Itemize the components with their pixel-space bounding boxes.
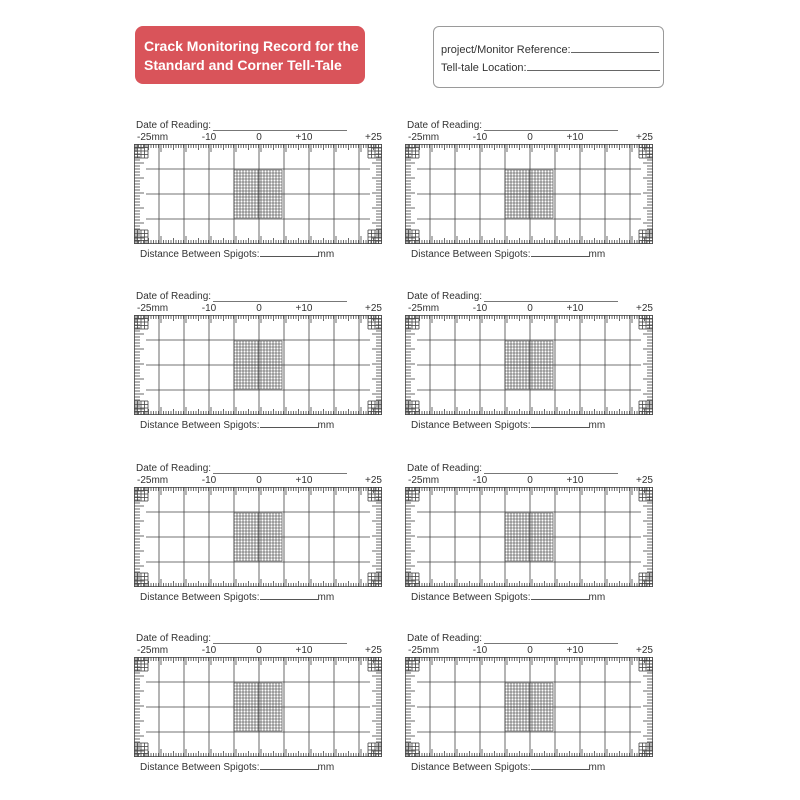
scale-label: -10 [201,475,217,486]
scale-label: -25mm [137,645,169,656]
distance-between-spigots-row [411,418,605,431]
distance-field[interactable] [531,418,589,428]
date-of-reading-label: Date of Reading: [136,291,212,302]
scale-label: +25 [365,132,382,143]
distance-between-spigots-label: Distance Between Spigots: [140,762,260,773]
date-of-reading-label: Date of Reading: [407,120,483,131]
distance-between-spigots-row [140,590,334,603]
tell-tale-gauge-grid [134,487,382,587]
date-of-reading-field[interactable] [213,130,347,131]
record-card [134,120,382,270]
scale-label: 0 [527,645,533,656]
distance-between-spigots-label: Distance Between Spigots: [140,592,260,603]
tell-tale-gauge-grid [405,487,653,587]
scale-label: 0 [527,132,533,143]
record-card [405,291,653,441]
date-of-reading-field[interactable] [484,301,618,302]
date-of-reading-label: Date of Reading: [407,463,483,474]
scale-label: -25mm [408,132,440,143]
scale-label: -10 [472,645,488,656]
date-of-reading-field[interactable] [213,301,347,302]
scale-label: +10 [566,475,584,486]
record-card [134,291,382,441]
record-card [405,463,653,613]
distance-field[interactable] [531,590,589,600]
date-of-reading-label: Date of Reading: [407,291,483,302]
scale-label: +25 [365,303,382,314]
scale-label: -10 [201,132,217,143]
distance-between-spigots-row [411,760,605,773]
scale-label: -25mm [137,303,169,314]
scale-label: +10 [566,132,584,143]
record-card [134,633,382,783]
distance-between-spigots-row [140,760,334,773]
date-of-reading-label: Date of Reading: [136,120,212,131]
scale-label: -10 [472,303,488,314]
distance-unit: mm [588,249,606,260]
distance-between-spigots-label: Distance Between Spigots: [140,420,260,431]
distance-field[interactable] [260,247,318,257]
tell-tale-gauge-grid [134,315,382,415]
distance-unit: mm [317,592,335,603]
scale-label: 0 [256,645,262,656]
distance-field[interactable] [260,590,318,600]
distance-between-spigots-label: Distance Between Spigots: [411,592,531,603]
scale-label: -25mm [408,303,440,314]
distance-between-spigots-row [140,247,334,260]
date-of-reading-field[interactable] [213,643,347,644]
distance-field[interactable] [531,247,589,257]
record-card [134,463,382,613]
scale-label: -25mm [408,475,440,486]
distance-unit: mm [317,762,335,773]
date-of-reading-label: Date of Reading: [407,633,483,644]
distance-between-spigots-row [411,590,605,603]
date-of-reading-field[interactable] [213,473,347,474]
scale-label: +10 [566,645,584,656]
project-reference-label: project/Monitor Reference: [441,44,571,56]
tell-tale-gauge-grid [134,144,382,244]
scale-label: -10 [472,132,488,143]
title-line-2: Standard and Corner Tell-Tale [144,57,342,73]
record-card [405,120,653,270]
record-card [405,633,653,783]
scale-label: +10 [295,303,313,314]
scale-label: -10 [472,475,488,486]
distance-between-spigots-label: Distance Between Spigots: [411,249,531,260]
distance-unit: mm [588,762,606,773]
distance-between-spigots-label: Distance Between Spigots: [411,420,531,431]
scale-label: +10 [295,645,313,656]
tell-tale-location-row [441,60,660,74]
distance-between-spigots-row [140,418,334,431]
distance-field[interactable] [260,760,318,770]
distance-field[interactable] [531,760,589,770]
tell-tale-gauge-grid [405,657,653,757]
title-line-1: Crack Monitoring Record for the [144,38,359,54]
date-of-reading-label: Date of Reading: [136,463,212,474]
tell-tale-location-field[interactable] [527,60,660,71]
distance-between-spigots-row [411,247,605,260]
scale-label: 0 [527,475,533,486]
distance-unit: mm [588,420,606,431]
scale-label: +25 [636,303,653,314]
scale-label: +25 [636,132,653,143]
distance-between-spigots-label: Distance Between Spigots: [411,762,531,773]
scale-label: +25 [365,645,382,656]
date-of-reading-field[interactable] [484,130,618,131]
distance-unit: mm [317,420,335,431]
tell-tale-gauge-grid [405,315,653,415]
scale-label: 0 [256,475,262,486]
scale-label: -25mm [408,645,440,656]
tell-tale-location-label: Tell-tale Location: [441,62,527,74]
distance-unit: mm [317,249,335,260]
distance-between-spigots-label: Distance Between Spigots: [140,249,260,260]
scale-label: +25 [636,645,653,656]
project-reference-field[interactable] [571,42,659,53]
scale-label: -25mm [137,132,169,143]
scale-label: -25mm [137,475,169,486]
scale-label: +10 [295,475,313,486]
scale-label: +10 [295,132,313,143]
tell-tale-gauge-grid [134,657,382,757]
project-reference-row [441,42,659,56]
date-of-reading-field[interactable] [484,473,618,474]
scale-label: +10 [566,303,584,314]
date-of-reading-field[interactable] [484,643,618,644]
scale-label: +25 [365,475,382,486]
scale-label: +25 [636,475,653,486]
scale-label: 0 [527,303,533,314]
scale-label: -10 [201,303,217,314]
scale-label: -10 [201,645,217,656]
distance-field[interactable] [260,418,318,428]
title-badge [135,26,365,84]
distance-unit: mm [588,592,606,603]
scale-label: 0 [256,303,262,314]
scale-label: 0 [256,132,262,143]
reference-box [433,26,664,88]
date-of-reading-label: Date of Reading: [136,633,212,644]
tell-tale-gauge-grid [405,144,653,244]
